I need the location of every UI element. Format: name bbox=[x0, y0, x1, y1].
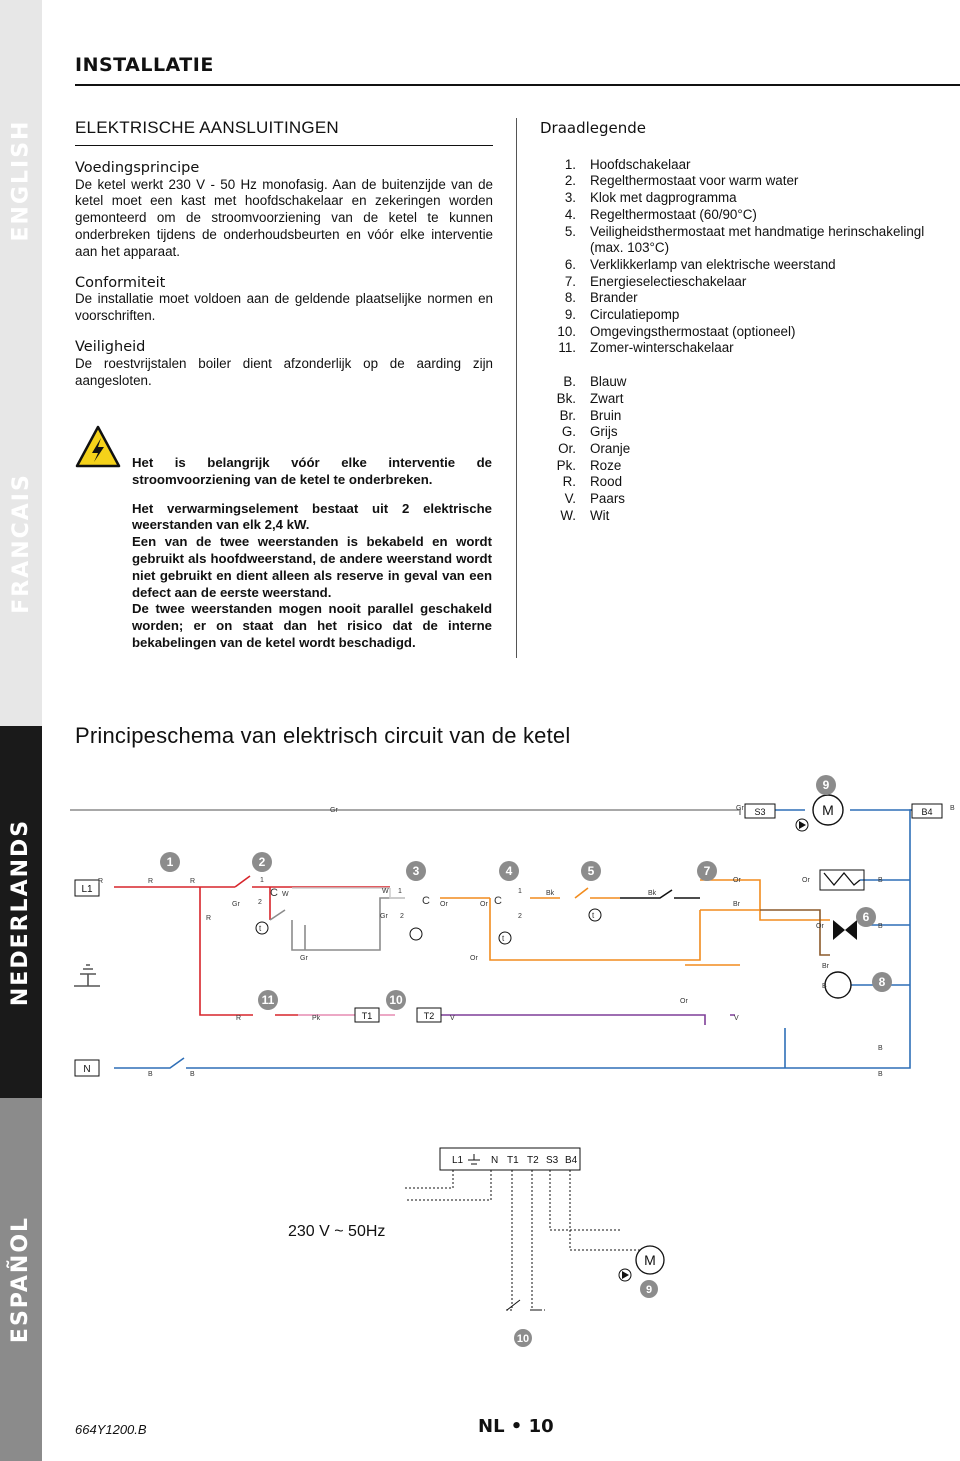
wire-label-b: B bbox=[878, 1045, 883, 1052]
terminal-label-l1: L1 bbox=[81, 884, 93, 895]
contact-label-t: t bbox=[502, 934, 505, 943]
color-legend-item: Pk. Roze bbox=[556, 457, 622, 473]
contact-label-1: 1 bbox=[398, 888, 402, 895]
wire-label-br: Br bbox=[733, 901, 740, 908]
warning-text-1: Het is belangrijk vóór elke interventie de stroomvoorziening van de ketel te onderbreken. bbox=[132, 455, 492, 487]
contact-label-c: C bbox=[270, 887, 278, 899]
warning-text-4: De twee weerstanden mogen nooit parallel geschakeld worden; er on staat dan het risico dat de interne bekabelingen van de ketel wordt beschadigd. bbox=[132, 601, 492, 650]
badge-label-9: 9 bbox=[822, 778, 830, 792]
terminal-label-b4: B4 bbox=[921, 807, 933, 817]
tab-espanol: ESPAÑOL bbox=[0, 1098, 42, 1461]
badge-label-6: 6 bbox=[862, 910, 870, 924]
wire-blue bbox=[114, 810, 918, 1068]
terminal-label-n: N bbox=[83, 1064, 91, 1075]
motor-label: M bbox=[644, 1252, 656, 1268]
legend-item: 4. Regelthermostaat (60/90°C) bbox=[564, 206, 757, 222]
warning-text-2: Het verwarmingselement bestaat uit 2 elektrische weerstanden van elk 2,4 kW. bbox=[132, 500, 492, 533]
wire-label-b: B bbox=[878, 877, 883, 884]
wire-label-r: R bbox=[98, 878, 104, 885]
tab-francais: FRANCAIS bbox=[0, 360, 42, 726]
legend-item: 1. Hoofdschakelaar bbox=[564, 156, 691, 172]
wire-label-r: R bbox=[148, 878, 154, 885]
contact-label-1: 1 bbox=[260, 877, 264, 884]
supply-voltage-label: 230 V ~ 50Hz bbox=[288, 1223, 386, 1240]
column-divider bbox=[516, 118, 517, 658]
earth-symbol bbox=[74, 965, 100, 986]
badge-label-9: 9 bbox=[645, 1284, 653, 1296]
badge-label-7: 7 bbox=[703, 864, 711, 878]
wire-label-b: B bbox=[190, 1071, 195, 1078]
legend-item: 2. Regelthermostaat voor warm water bbox=[564, 173, 799, 189]
wire-label-w: W bbox=[382, 888, 389, 895]
conformiteit-heading: Conformiteit bbox=[75, 274, 166, 291]
document-code: 664Y1200.B bbox=[75, 1422, 147, 1437]
high-voltage-warning-icon bbox=[75, 425, 121, 469]
legend-item: 3. Klok met dagprogramma bbox=[564, 190, 737, 206]
safety-thermostat-icon bbox=[589, 909, 601, 921]
veiligheid-text: De roestvrijstalen boiler dient afzonderlijk op de aarding zijn aangesloten. bbox=[75, 355, 493, 388]
color-legend-item: W. Wit bbox=[560, 507, 610, 523]
clock-icon bbox=[410, 928, 422, 940]
contact-label-2: 2 bbox=[518, 913, 522, 920]
wire-label-or: Or bbox=[480, 901, 488, 908]
legend-item: 11. Zomer-winterschakelaar bbox=[558, 340, 734, 356]
wire-label-w: W bbox=[282, 891, 289, 898]
wiring-n-supply bbox=[405, 1170, 491, 1200]
wire-label-or: Or bbox=[470, 955, 478, 962]
contact-label-2: 2 bbox=[400, 913, 404, 920]
contact-label-1: 1 bbox=[518, 888, 522, 895]
section-rule bbox=[75, 145, 493, 146]
thermostat-icon bbox=[256, 922, 268, 934]
veiligheid-heading: Veiligheid bbox=[75, 338, 146, 355]
wiring-pump bbox=[550, 1170, 660, 1250]
thermostat-icon bbox=[499, 932, 511, 944]
wire-red-l1 bbox=[114, 876, 390, 887]
legend-item: 10. Omgevingsthermostaat (optioneel) bbox=[557, 323, 796, 339]
legend-heading: Draadlegende bbox=[540, 119, 647, 137]
legend-item: 9. Circulatiepomp bbox=[564, 307, 680, 323]
legend-list bbox=[540, 157, 960, 357]
wire-label-bk: Bk bbox=[648, 890, 657, 897]
color-legend-item: B. Blauw bbox=[563, 374, 627, 390]
room-thermostat-switch bbox=[507, 1300, 540, 1310]
signal-lamp-icon bbox=[833, 920, 845, 940]
wire-label-b: B bbox=[822, 983, 827, 990]
tab-nederlands: NEDERLANDS bbox=[0, 726, 42, 1098]
color-legend-item: R. Rood bbox=[562, 474, 623, 490]
tab-english: ENGLISH bbox=[0, 0, 42, 360]
wire-label-or: Or bbox=[440, 901, 448, 908]
schema-title: Principeschema van elektrisch circuit van de ketel bbox=[75, 723, 571, 748]
legend-item: (max. 103°C) bbox=[590, 240, 670, 256]
strip-label-t1: T1 bbox=[507, 1155, 519, 1166]
strip-label-s3: S3 bbox=[546, 1155, 559, 1166]
legend-item: 8. Brander bbox=[564, 290, 638, 306]
heating-element-box bbox=[820, 870, 864, 890]
wire-grey-top bbox=[70, 810, 740, 815]
page-header bbox=[75, 54, 960, 76]
wiring-room-thermostat bbox=[505, 1170, 545, 1310]
wire-label-gr: Gr bbox=[380, 913, 388, 920]
strip-label-l1: L1 bbox=[452, 1155, 464, 1166]
terminal-label-t2: T2 bbox=[423, 1011, 435, 1021]
contact-label-c: C bbox=[422, 895, 430, 907]
wire-label-b: B bbox=[878, 923, 883, 930]
wire-black bbox=[620, 890, 700, 898]
contact-label-t: t bbox=[592, 911, 595, 920]
legend-item: 7. Energieselectieschakelaar bbox=[564, 273, 747, 289]
wire-label-gr: Gr bbox=[330, 807, 338, 814]
badge-label-11: 11 bbox=[261, 993, 275, 1007]
legend-column bbox=[540, 120, 960, 524]
color-legend-item: V. Paars bbox=[564, 491, 625, 507]
badge-label-5: 5 bbox=[587, 864, 595, 878]
wire-label-gr: Gr bbox=[232, 901, 240, 908]
section-title: ELEKTRISCHE AANSLUITINGEN bbox=[75, 118, 339, 137]
badge-label-4: 4 bbox=[505, 864, 513, 878]
header-rule bbox=[75, 84, 960, 86]
badge-label-10: 10 bbox=[389, 993, 403, 1007]
wire-label-or: Or bbox=[680, 998, 688, 1005]
wire-label-or: Or bbox=[802, 877, 810, 884]
voeding-heading: Voedingsprincipe bbox=[75, 159, 200, 176]
color-legend-list bbox=[540, 374, 960, 524]
wire-label-r: R bbox=[206, 915, 212, 922]
strip-label-n: N bbox=[491, 1155, 499, 1166]
strip-label-b4: B4 bbox=[565, 1155, 578, 1166]
wire-label-r: R bbox=[190, 878, 196, 885]
badge-label-10: 10 bbox=[516, 1333, 530, 1345]
badge-label-2: 2 bbox=[258, 855, 266, 869]
wire-orange bbox=[440, 880, 830, 965]
wire-label-r: R bbox=[236, 1015, 242, 1022]
color-legend-item: Br. Bruin bbox=[559, 407, 622, 423]
wire-label-or: Or bbox=[733, 877, 741, 884]
badge-label-3: 3 bbox=[412, 864, 420, 878]
wiring-diagram bbox=[60, 770, 960, 1380]
badge-label-8: 8 bbox=[878, 975, 886, 989]
color-legend-item: Bk. Zwart bbox=[556, 390, 624, 406]
contact-label-2: 2 bbox=[258, 899, 262, 906]
wire-red-summer bbox=[200, 887, 298, 1015]
wire-label-pk: Pk bbox=[312, 1015, 321, 1022]
page-number: NL • 10 bbox=[478, 1416, 554, 1437]
conformiteit-text: De installatie moet voldoen aan de geldende plaatselijke normen en voorschriften. bbox=[75, 291, 493, 324]
wire-label-v: V bbox=[450, 1015, 455, 1022]
wire-brown bbox=[760, 910, 830, 955]
color-legend-item: G. Grijs bbox=[561, 424, 618, 440]
wire-label-b: B bbox=[878, 1071, 883, 1078]
legend-item: 5. Veiligheidsthermostaat met handmatige herinschakelingl bbox=[564, 223, 925, 239]
page-title: INSTALLATIE bbox=[75, 54, 214, 76]
wiring-l1-supply bbox=[405, 1170, 453, 1188]
wire-label-gr: Gr bbox=[300, 955, 308, 962]
burner-icon bbox=[825, 972, 851, 998]
color-legend-item: Or. Oranje bbox=[558, 440, 631, 456]
wire-label-b: B bbox=[148, 1071, 153, 1078]
wire-label-b: B bbox=[950, 805, 955, 812]
terminal-label-s3: S3 bbox=[754, 807, 766, 817]
contact-label-t: t bbox=[259, 924, 262, 933]
voeding-text: De ketel werkt 230 V - 50 Hz monofasig. Aan de buitenzijde van de ketel moet een kast met hoofdschakelaar en zekeringen worden gemonteerd om de stroomvoorziening van de ketel te kunnen onderbreken tijdens de onderhoudsbeurten en vóór elke interventie aan het apparaat. bbox=[75, 176, 493, 259]
heating-element-icon bbox=[824, 873, 860, 885]
wire-label-br: Br bbox=[822, 963, 829, 970]
wire-label-bk: Bk bbox=[546, 890, 555, 897]
motor-label: M bbox=[822, 802, 834, 818]
wire-violet bbox=[440, 1015, 735, 1025]
wire-label-v: V bbox=[734, 1015, 739, 1022]
terminal-label-t1: T1 bbox=[361, 1011, 373, 1021]
wire-label-gr: Gr bbox=[736, 805, 744, 812]
contact-label-c: C bbox=[494, 895, 502, 907]
wire-label-or: Or bbox=[816, 923, 824, 930]
legend-item: 6. Verklikkerlamp van elektrische weerstand bbox=[564, 256, 836, 272]
badge-label-1: 1 bbox=[166, 855, 174, 869]
left-column bbox=[75, 120, 493, 399]
strip-label-t2: T2 bbox=[527, 1155, 539, 1166]
warning-text-3: Een van de twee weerstanden is bekabeld en wordt gebruikt als hoofdweerstand, de andere weerstand wordt niet gebruikt en dient alleen als reserve in geval van een defect aan de eerste weerstand. bbox=[132, 534, 492, 600]
wire-grey bbox=[270, 898, 405, 950]
